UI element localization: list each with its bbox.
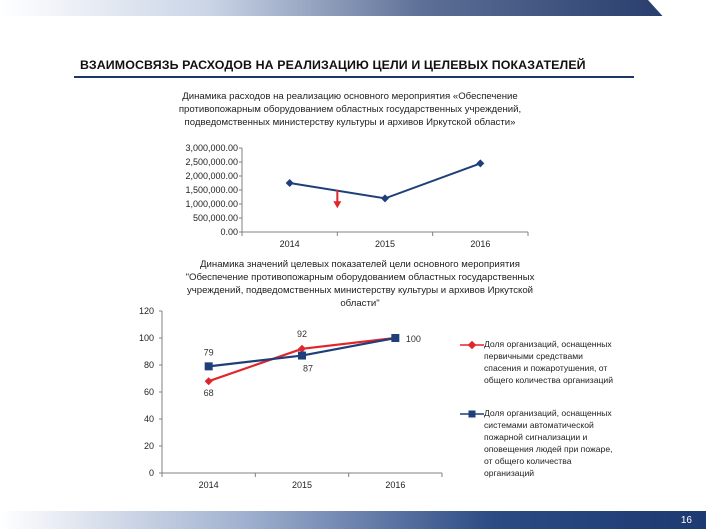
chart1-y-tick-label: 1,500,000.00 xyxy=(185,185,238,195)
chart2-y-tick-label: 80 xyxy=(143,360,154,370)
legend-red-line: общего количества организаций xyxy=(484,375,614,385)
chart2-title-line: Динамика значений целевых показателей цели основного мероприятия xyxy=(200,259,520,270)
chart1-title-line: противопожарным оборудованием областных государственных учреждений, xyxy=(178,104,522,115)
chart2-point-square xyxy=(205,362,213,370)
chart1-x-tick-label: 2014 xyxy=(279,239,300,249)
chart1-x-tick-label: 2015 xyxy=(374,239,396,249)
legend-red-line: Доля организаций, оснащенных xyxy=(484,339,612,349)
chart2-title-line: учреждений, подведомственных министерству культуры и архивов Иркутской xyxy=(186,285,534,296)
chart1-title-line: подведомственных министерству культуры и архивов Иркутской области» xyxy=(184,117,516,128)
chart2-data-label: 100 xyxy=(405,334,421,344)
chart2-title-line: области" xyxy=(340,298,380,309)
legend-blue-line: пожарной сигнализации и xyxy=(484,432,588,442)
chart1-y-tick-label: 0.00 xyxy=(220,227,238,237)
chart2-y-tick-label: 40 xyxy=(143,414,154,424)
legend-red-line: спасения и пожаротушения, от xyxy=(484,363,608,373)
chart1-x-tick-label: 2016 xyxy=(470,239,491,249)
chart2-y-tick-label: 60 xyxy=(143,387,154,397)
page-title: ВЗАИМОСВЯЗЬ РАСХОДОВ НА РЕАЛИЗАЦИЮ ЦЕЛИ И ЦЕЛЕВЫХ ПОКАЗАТЕЛЕЙ xyxy=(80,58,586,72)
chart2-title-line: "Обеспечение противопожарным оборудованием областных государственных xyxy=(185,272,535,283)
page-number: 16 xyxy=(680,515,692,526)
chart1-title-line: Динамика расходов на реализацию основного мероприятия «Обеспечение xyxy=(182,91,518,102)
chart2-y-tick-label: 20 xyxy=(143,441,154,451)
chart1-y-tick-label: 2,000,000.00 xyxy=(185,171,238,181)
legend-blue-line: от общего количества xyxy=(484,456,572,466)
chart2-series-line xyxy=(209,338,396,381)
legend-blue-line: Доля организаций, оснащенных xyxy=(484,408,612,418)
chart1-y-tick-label: 500,000.00 xyxy=(192,213,238,223)
chart2-data-label: 92 xyxy=(296,328,308,339)
legend-blue-line: системами автоматической xyxy=(484,420,594,430)
chart2-y-tick-label: 100 xyxy=(138,333,154,343)
chart2-data-label: 87 xyxy=(302,363,314,374)
chart2-data-label: 68 xyxy=(203,388,214,399)
legend-label-blue xyxy=(484,407,634,479)
legend-blue-line: организаций xyxy=(484,468,535,478)
legend-red-line: первичными средствами xyxy=(484,351,583,361)
chart2-point-square xyxy=(391,334,399,342)
chart1-y-tick-label: 2,500,000.00 xyxy=(185,157,238,167)
chart2-y-tick-label: 120 xyxy=(138,306,154,316)
chart2-point-square xyxy=(298,352,306,360)
chart1-y-tick-label: 1,000,000.00 xyxy=(185,199,238,209)
chart2-x-tick-label: 2014 xyxy=(198,480,219,490)
bottom-decor-bar xyxy=(0,511,706,529)
chart2-data-label: 79 xyxy=(203,347,214,358)
legend-red-marker-icon xyxy=(460,341,484,349)
chart1-y-tick-label: 3,000,000.00 xyxy=(185,143,238,153)
legend-label-red xyxy=(484,338,634,386)
chart2-y-tick-label: 0 xyxy=(148,468,154,478)
chart2-point-diamond xyxy=(205,377,213,385)
chart2-x-tick-label: 2015 xyxy=(291,480,313,490)
legend-blue-marker-icon xyxy=(460,410,484,418)
chart2-x-tick-label: 2016 xyxy=(385,480,406,490)
legend-blue-line: оповещения людей при пожаре, xyxy=(484,444,613,454)
